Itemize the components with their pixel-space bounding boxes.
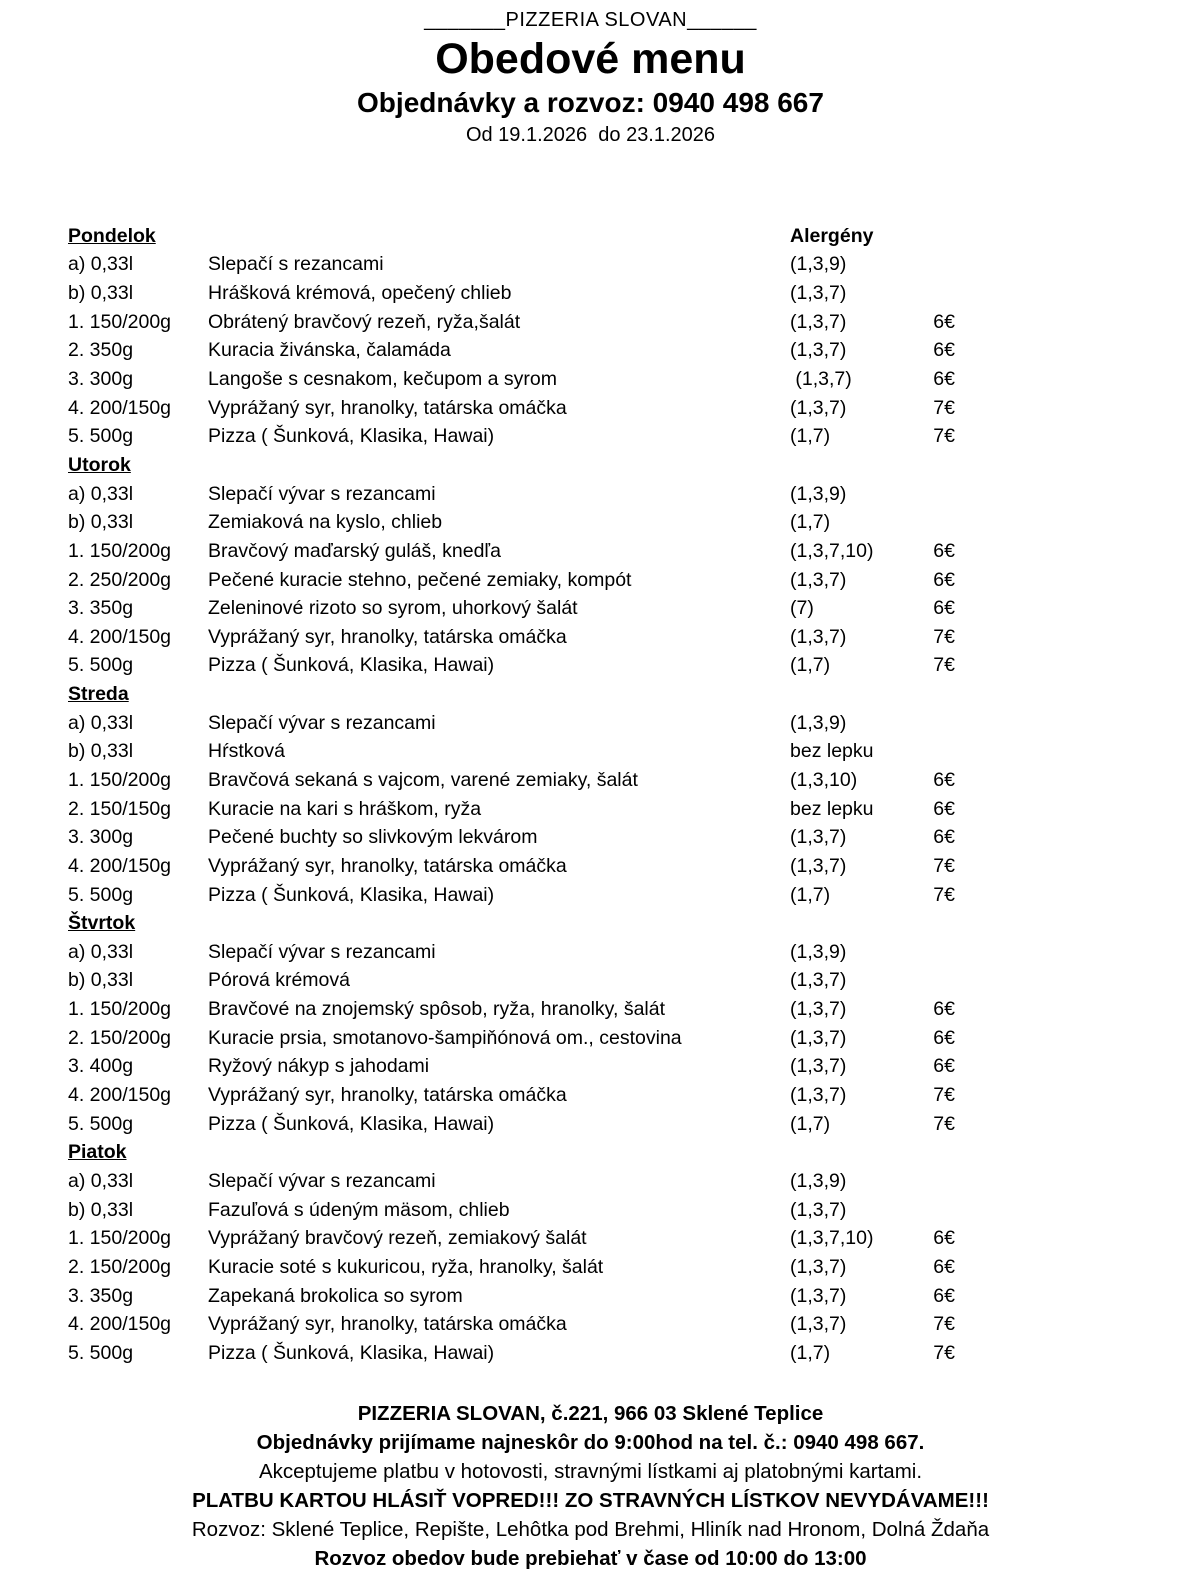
item-description: Bravčové na znojemský spôsob, ryža, hranolky, šalát — [208, 998, 666, 1021]
item-allergens: (7) — [790, 597, 814, 620]
item-allergens: (1,3,7) — [790, 625, 847, 648]
menu-item-row — [68, 1196, 960, 1225]
item-description: Kuracie soté s kukuricou, ryža, hranolky, šalát — [208, 1255, 604, 1278]
item-description: Kuracie na kari s hráškom, ryža — [208, 797, 482, 820]
menu-item-row — [68, 1282, 960, 1311]
item-number-weight: 1. 150/200g — [68, 1227, 172, 1250]
item-number-weight: 2. 150/200g — [68, 1026, 172, 1049]
item-number-weight: 4. 200/150g — [68, 854, 172, 877]
item-number-weight: 4. 200/150g — [68, 396, 172, 419]
menu-item-row — [68, 795, 960, 824]
item-allergens: (1,3,7) — [790, 368, 852, 391]
item-price: 6€ — [933, 1227, 955, 1250]
item-description: Vyprážaný syr, hranolky, tatárska omáčka — [208, 854, 567, 877]
item-allergens: (1,7) — [790, 1112, 831, 1135]
item-number-weight: b) 0,33l — [68, 740, 134, 763]
item-allergens: (1,3,7) — [790, 568, 847, 591]
menu-item-row — [68, 508, 960, 537]
allergens-column-header: Alergény — [790, 224, 874, 247]
day-header: Pondelok — [68, 224, 156, 247]
item-description: Bravčový maďarský guláš, knedľa — [208, 539, 501, 562]
item-description: Vyprážaný syr, hranolky, tatárska omáčka — [208, 1084, 567, 1107]
item-description: Pizza ( Šunková, Klasika, Hawai) — [208, 425, 495, 448]
footer-line: Rozvoz obedov bude prebiehať v čase od 10:00 do 13:00 — [314, 1546, 867, 1570]
menu-item-row — [68, 1110, 960, 1139]
menu-item-row — [68, 279, 960, 308]
item-price: 6€ — [933, 1026, 955, 1049]
item-allergens: (1,7) — [790, 425, 831, 448]
menu-item-row — [68, 1339, 960, 1368]
menu-item-row — [68, 537, 960, 566]
item-number-weight: 3. 400g — [68, 1055, 134, 1078]
item-price: 6€ — [933, 1255, 955, 1278]
item-description: Slepačí s rezancami — [208, 253, 384, 276]
item-description: Zemiaková na kyslo, chlieb — [208, 511, 443, 534]
item-description: Pórová krémová — [208, 969, 350, 992]
item-number-weight: 5. 500g — [68, 1112, 134, 1135]
item-number-weight: 4. 200/150g — [68, 1313, 172, 1336]
day-section-header-row — [68, 1139, 960, 1168]
item-allergens: (1,3,7) — [790, 826, 847, 849]
menu-item-row — [68, 623, 960, 652]
item-description: Fazuľová s údeným mäsom, chlieb — [208, 1198, 510, 1221]
item-allergens: (1,3,7) — [790, 854, 847, 877]
item-allergens: (1,3,7) — [790, 1026, 847, 1049]
item-number-weight: a) 0,33l — [68, 1169, 134, 1192]
item-number-weight: a) 0,33l — [68, 940, 134, 963]
menu-item-row — [68, 1053, 960, 1082]
item-number-weight: 1. 150/200g — [68, 998, 172, 1021]
menu-item-row — [68, 709, 960, 738]
menu-item-row — [68, 1167, 960, 1196]
item-price: 7€ — [933, 1112, 955, 1135]
menu-table — [0, 222, 960, 1368]
item-price: 6€ — [933, 597, 955, 620]
item-price: 6€ — [933, 339, 955, 362]
item-number-weight: 4. 200/150g — [68, 1084, 172, 1107]
item-price: 6€ — [933, 1055, 955, 1078]
item-number-weight: 2. 150/150g — [68, 797, 172, 820]
item-price: 7€ — [933, 396, 955, 419]
item-number-weight: b) 0,33l — [68, 511, 134, 534]
item-allergens: (1,3,7,10) — [790, 1227, 874, 1250]
menu-item-row — [68, 1024, 960, 1053]
item-description: Vyprážaný bravčový rezeň, zemiakový šalát — [208, 1227, 587, 1250]
menu-item-row — [68, 308, 960, 337]
item-number-weight: 5. 500g — [68, 1341, 134, 1364]
item-description: Pečené kuracie stehno, pečené zemiaky, kompót — [208, 568, 632, 591]
footer-line: Akceptujeme platbu v hotovosti, stravnými lístkami aj platobnými kartami. — [258, 1459, 923, 1483]
day-header: Štvrtok — [68, 912, 136, 935]
item-allergens: (1,3,7,10) — [790, 539, 874, 562]
item-description: Slepačí vývar s rezancami — [208, 482, 436, 505]
item-description: Hŕstková — [208, 740, 285, 763]
item-price: 6€ — [933, 539, 955, 562]
item-description: Vyprážaný syr, hranolky, tatárska omáčka — [208, 1313, 567, 1336]
item-allergens: (1,3,7) — [790, 339, 847, 362]
item-number-weight: 5. 500g — [68, 883, 134, 906]
menu-item-row — [68, 1081, 960, 1110]
footer-line: Rozvoz: Sklené Teplice, Repište, Lehôtka pod Brehmi, Hliník nad Hronom, Dolná Ždaňa — [191, 1517, 990, 1541]
page-footer — [0, 1399, 1181, 1573]
item-allergens: (1,3,7) — [790, 1313, 847, 1336]
item-description: Pizza ( Šunková, Klasika, Hawai) — [208, 1341, 495, 1364]
footer-line: PIZZERIA SLOVAN, č.221, 966 03 Sklené Teplice — [357, 1401, 824, 1425]
menu-item-row — [68, 251, 960, 280]
menu-item-row — [68, 738, 960, 767]
item-price: 6€ — [933, 368, 955, 391]
item-number-weight: b) 0,33l — [68, 282, 134, 305]
item-number-weight: 2. 250/200g — [68, 568, 172, 591]
footer-line: Objednávky prijímame najneskôr do 9:00hod na tel. č.: 0940 498 667. — [256, 1430, 925, 1454]
menu-item-row — [68, 365, 960, 394]
menu-item-row — [68, 566, 960, 595]
item-number-weight: b) 0,33l — [68, 1198, 134, 1221]
item-number-weight: a) 0,33l — [68, 253, 134, 276]
item-allergens: bez lepku — [790, 740, 874, 763]
item-allergens: (1,3,7) — [790, 282, 847, 305]
menu-item-row — [68, 337, 960, 366]
restaurant-name: _______PIZZERIA SLOVAN______ — [424, 9, 757, 31]
item-price: 6€ — [933, 998, 955, 1021]
item-allergens: (1,3,7) — [790, 1284, 847, 1307]
item-allergens: (1,3,9) — [790, 1169, 847, 1192]
item-description: Kuracie prsia, smotanovo-šampiňónová om., cestovina — [208, 1026, 682, 1049]
page-header — [0, 0, 1181, 149]
orders-phone-line: Objednávky a rozvoz: 0940 498 667 — [357, 87, 824, 118]
item-number-weight: 1. 150/200g — [68, 310, 172, 333]
item-price: 7€ — [933, 1084, 955, 1107]
item-number-weight: 2. 350g — [68, 339, 134, 362]
menu-item-row — [68, 938, 960, 967]
menu-item-row — [68, 881, 960, 910]
item-allergens: (1,3,9) — [790, 711, 847, 734]
item-price: 6€ — [933, 768, 955, 791]
menu-item-row — [68, 967, 960, 996]
item-description: Pizza ( Šunková, Klasika, Hawai) — [208, 1112, 495, 1135]
item-price: 7€ — [933, 1341, 955, 1364]
item-price: 6€ — [933, 568, 955, 591]
item-price: 6€ — [933, 310, 955, 333]
item-number-weight: 3. 300g — [68, 368, 134, 391]
item-description: Ryžový nákyp s jahodami — [208, 1055, 430, 1078]
item-allergens: (1,3,7) — [790, 310, 847, 333]
item-number-weight: a) 0,33l — [68, 711, 134, 734]
item-allergens: (1,3,7) — [790, 396, 847, 419]
menu-item-row — [68, 480, 960, 509]
item-number-weight: a) 0,33l — [68, 482, 134, 505]
item-number-weight: b) 0,33l — [68, 969, 134, 992]
menu-item-row — [68, 652, 960, 681]
item-allergens: (1,3,7) — [790, 1255, 847, 1278]
item-allergens: (1,7) — [790, 511, 831, 534]
menu-item-row — [68, 1310, 960, 1339]
item-description: Pečené buchty so slivkovým lekvárom — [208, 826, 538, 849]
day-section-header-row — [68, 680, 960, 709]
menu-item-row — [68, 995, 960, 1024]
item-description: Pizza ( Šunková, Klasika, Hawai) — [208, 654, 495, 677]
item-description: Vyprážaný syr, hranolky, tatárska omáčka — [208, 625, 567, 648]
day-header: Streda — [68, 683, 129, 706]
item-allergens: (1,7) — [790, 654, 831, 677]
item-number-weight: 2. 150/200g — [68, 1255, 172, 1278]
menu-item-row — [68, 422, 960, 451]
item-allergens: (1,3,7) — [790, 1084, 847, 1107]
item-description: Slepačí vývar s rezancami — [208, 1169, 436, 1192]
item-allergens: (1,3,7) — [790, 1198, 847, 1221]
item-description: Slepačí vývar s rezancami — [208, 711, 436, 734]
item-price: 7€ — [933, 1313, 955, 1336]
menu-item-row — [68, 766, 960, 795]
menu-item-row — [68, 1253, 960, 1282]
item-allergens: (1,3,9) — [790, 482, 847, 505]
menu-item-row — [68, 394, 960, 423]
item-allergens: (1,7) — [790, 883, 831, 906]
item-number-weight: 4. 200/150g — [68, 625, 172, 648]
page-title: Obedové menu — [435, 35, 746, 83]
item-price: 7€ — [933, 425, 955, 448]
item-price: 7€ — [933, 654, 955, 677]
item-description: Pizza ( Šunková, Klasika, Hawai) — [208, 883, 495, 906]
item-description: Bravčová sekaná s vajcom, varené zemiaky, šalát — [208, 768, 638, 791]
item-allergens: bez lepku — [790, 797, 874, 820]
item-price: 6€ — [933, 797, 955, 820]
item-number-weight: 3. 300g — [68, 826, 134, 849]
item-allergens: (1,3,7) — [790, 969, 847, 992]
menu-item-row — [68, 823, 960, 852]
item-description: Zapekaná brokolica so syrom — [208, 1284, 463, 1307]
item-allergens: (1,3,7) — [790, 998, 847, 1021]
item-allergens: (1,3,7) — [790, 1055, 847, 1078]
menu-item-row — [68, 1224, 960, 1253]
item-price: 7€ — [933, 883, 955, 906]
item-number-weight: 5. 500g — [68, 654, 134, 677]
item-allergens: (1,3,9) — [790, 940, 847, 963]
date-range: Od 19.1.2026 do 23.1.2026 — [465, 124, 716, 146]
item-number-weight: 1. 150/200g — [68, 539, 172, 562]
item-allergens: (1,3,10) — [790, 768, 858, 791]
menu-item-row — [68, 594, 960, 623]
day-header: Utorok — [68, 453, 131, 476]
item-number-weight: 3. 350g — [68, 597, 134, 620]
item-description: Kuracia živánska, čalamáda — [208, 339, 451, 362]
menu-item-row — [68, 852, 960, 881]
item-allergens: (1,7) — [790, 1341, 831, 1364]
item-description: Slepačí vývar s rezancami — [208, 940, 436, 963]
item-description: Obrátený bravčový rezeň, ryža,šalát — [208, 310, 521, 333]
day-header: Piatok — [68, 1141, 127, 1164]
item-price: 6€ — [933, 826, 955, 849]
item-number-weight: 5. 500g — [68, 425, 134, 448]
item-description: Hrášková krémová, opečený chlieb — [208, 282, 512, 305]
item-number-weight: 3. 350g — [68, 1284, 134, 1307]
footer-line: PLATBU KARTOU HLÁSIŤ VOPRED!!! ZO STRAVNÝCH LÍSTKOV NEVYDÁVAME!!! — [192, 1488, 989, 1512]
item-number-weight: 1. 150/200g — [68, 768, 172, 791]
item-description: Vyprážaný syr, hranolky, tatárska omáčka — [208, 396, 567, 419]
day-section-header-row — [68, 909, 960, 938]
item-price: 6€ — [933, 1284, 955, 1307]
day-section-header-row — [68, 222, 960, 251]
item-price: 7€ — [933, 625, 955, 648]
item-price: 7€ — [933, 854, 955, 877]
item-description: Zeleninové rizoto so syrom, uhorkový šalát — [208, 597, 578, 620]
item-allergens: (1,3,9) — [790, 253, 847, 276]
day-section-header-row — [68, 451, 960, 480]
item-description: Langoše s cesnakom, kečupom a syrom — [208, 368, 558, 391]
